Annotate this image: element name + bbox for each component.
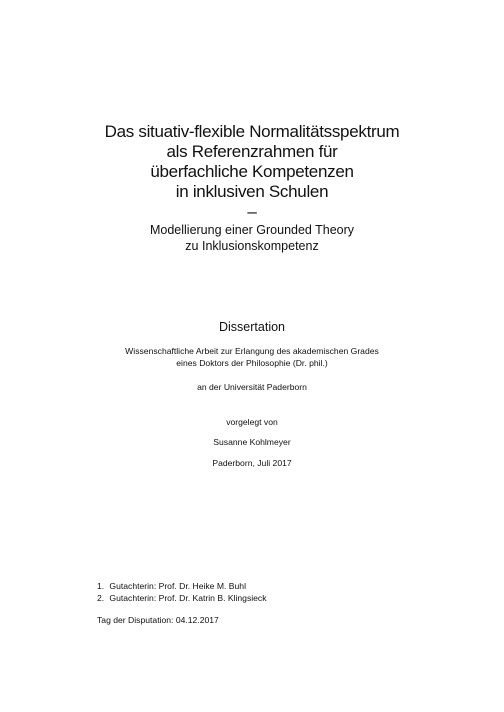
reviewers-list bbox=[97, 580, 267, 604]
university: an der Universität Paderborn bbox=[197, 382, 307, 392]
purpose-line: Wissenschaftliche Arbeit zur Erlangung des akademischen Grades bbox=[125, 346, 379, 356]
reviewer-text: Gutachterin: Prof. Dr. Heike M. Buhl bbox=[109, 581, 246, 591]
author-name: Susanne Kohlmeyer bbox=[213, 437, 291, 447]
reviewer-item bbox=[97, 592, 267, 604]
purpose-line: eines Doktors der Philosophie (Dr. phil.) bbox=[176, 358, 328, 368]
document-type: Dissertation bbox=[219, 320, 285, 334]
reviewer-number: 2. bbox=[97, 593, 105, 603]
title-line: in inklusiven Schulen bbox=[175, 182, 329, 201]
reviewer-item bbox=[97, 580, 267, 592]
reviewer-number: 1. bbox=[97, 581, 105, 591]
title-dash: – bbox=[247, 202, 257, 221]
reviewer-text: Gutachterin: Prof. Dr. Katrin B. Klingsieck bbox=[109, 593, 267, 603]
dissertation-subtitle bbox=[0, 222, 504, 254]
place-date: Paderborn, Juli 2017 bbox=[212, 458, 292, 468]
title-line: überfachliche Kompetenzen bbox=[150, 162, 354, 181]
subtitle-line: zu Inklusionskompetenz bbox=[185, 239, 319, 253]
submitted-by-label: vorgelegt von bbox=[226, 417, 278, 427]
dissertation-title bbox=[0, 122, 504, 222]
subtitle-line: Modellierung einer Grounded Theory bbox=[149, 223, 355, 237]
degree-purpose bbox=[0, 345, 504, 369]
title-line: Das situativ-flexible Normalitätsspektrum bbox=[104, 122, 400, 141]
title-line: als Referenzrahmen für bbox=[166, 142, 338, 161]
disputation-date: Tag der Disputation: 04.12.2017 bbox=[97, 615, 219, 625]
